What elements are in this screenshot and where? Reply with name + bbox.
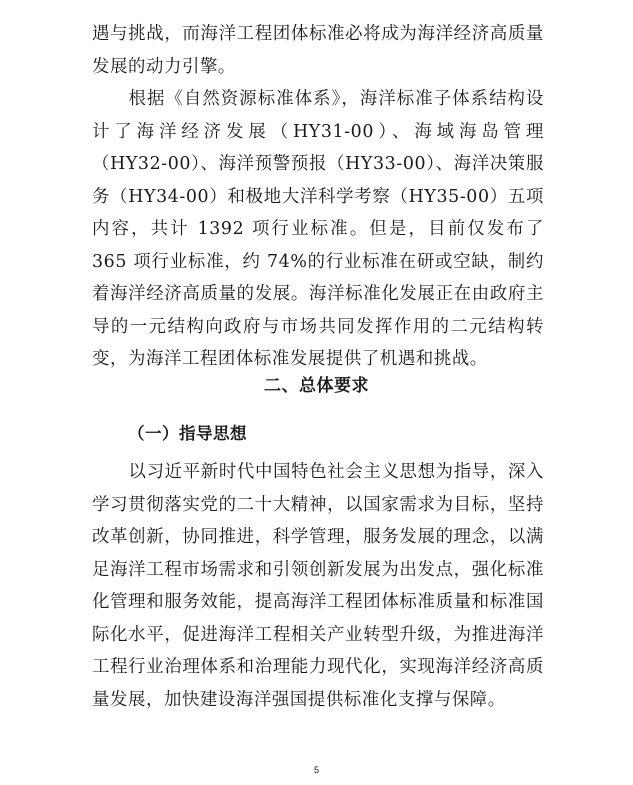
- subsection-heading: （一）指导思想: [128, 424, 247, 443]
- paragraph-guiding-ideology: 以习近平新时代中国特色社会主义思想为指导，深入学习贯彻落实党的二十大精神，以国家需求为目标，坚持改革创新，协同推进，科学管理，服务发展的理念，以满足海洋工程市场需求和引领创新发展为出发点，强化标准化管理和服务效能，提高海洋工程团体标准质量和标准国际化水平，促进海洋工程相关产业转型升级，为推进海洋工程行业治理体系和治理能力现代化，实现海洋经济高质量发展，加快建设海洋强国提供标准化支撑与保障。: [92, 462, 544, 710]
- page-number: 5: [313, 765, 319, 775]
- section-heading: 二、总体要求: [264, 376, 369, 396]
- paragraph-standards-system: 根据《自然资源标准体系》，海洋标准子体系结构设计了海洋经济发展（HY31-00）、海域海岛管理（HY32-00）、海洋预警预报（HY33-00）、海洋决策服务（HY34-00）和极地大洋科学考察（HY35-00）五项内容，共计 1392 项行业标准。但是，目前仅发布了 365 项行业标准，约 74%的行业标准在研或空缺，制约着海洋经济高质量的发展。海洋标准化发展正在由政府主导的一元结构向政府与市场共同发挥作用的二元结构转变，为海洋工程团体标准发展提供了机遇和挑战。: [92, 89, 544, 369]
- paragraph-continuation: 遇与挑战，而海洋工程团体标准必将成为海洋经济高质量发展的动力引擎。: [92, 24, 544, 77]
